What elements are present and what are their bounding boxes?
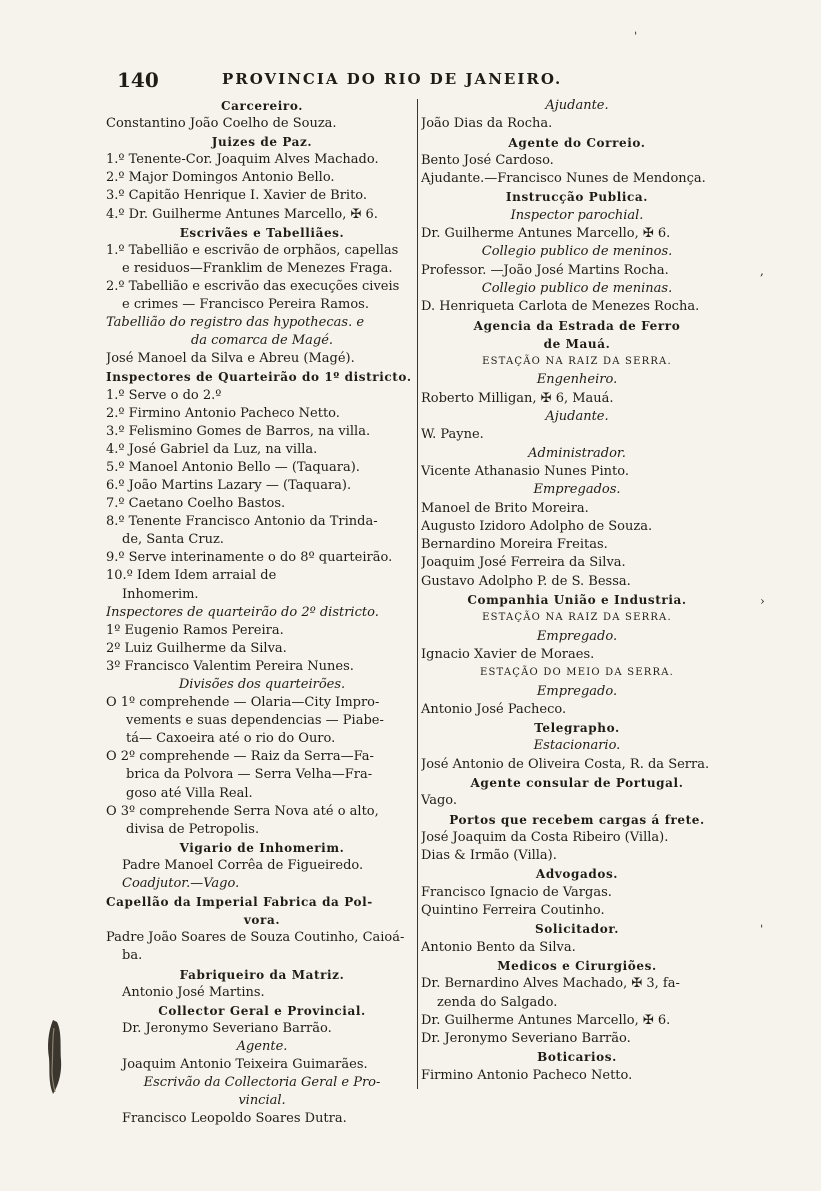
right-column-line: Dr. Guilherme Antunes Marcello, ✠ 6. — [421, 226, 671, 242]
right-column-line: Portos que recebem cargas á frete. — [449, 812, 705, 827]
right-column-line: Agente do Correio. — [508, 135, 646, 150]
thumb-mark — [44, 1018, 66, 1096]
left-column-line: 3.º Capitão Henrique I. Xavier de Brito. — [106, 188, 368, 204]
left-column-line: Agente. — [236, 1038, 288, 1054]
right-column-line: Empregado. — [536, 683, 618, 699]
right-column-line: Antonio Bento da Silva. — [421, 939, 576, 955]
left-column-line: Inhomerim. — [122, 586, 199, 602]
right-column-line: Solicitador. — [535, 922, 619, 937]
left-column-line: 1º Eugenio Ramos Pereira. — [106, 622, 284, 638]
left-column-line: 7.º Caetano Coelho Bastos. — [106, 496, 286, 512]
left-column-line: Juizes de Paz. — [211, 135, 313, 150]
left-column-line: 6.º João Martins Lazary — (Taquara). — [106, 477, 352, 493]
page-number: 140 — [117, 68, 159, 92]
left-column-line: 2.º Firmino Antonio Pacheco Netto. — [106, 405, 340, 421]
left-column-line: O 2º comprehende — Raiz da Serra—Fa- — [106, 749, 374, 765]
left-column-line: 4.º Dr. Guilherme Antunes Marcello, ✠ 6. — [106, 206, 378, 222]
right-column-line: Estacionario. — [533, 738, 621, 754]
right-column-line: José Joaquim da Costa Ribeiro (Villa). — [421, 829, 669, 845]
left-column-line: 1.º Tenente-Cor. Joaquim Alves Machado. — [106, 152, 379, 168]
right-column-line: Agente consular de Portugal. — [470, 775, 684, 790]
left-column — [106, 97, 418, 1128]
right-column-line: Dr. Jeronymo Severiano Barrão. — [421, 1031, 631, 1047]
right-column-line: Vicente Athanasio Nunes Pinto. — [421, 463, 629, 479]
left-column-line: Collector Geral e Provincial. — [158, 1003, 366, 1018]
left-column-line: Coadjutor.—Vago. — [122, 876, 240, 892]
left-column-line: Dr. Jeronymo Severiano Barrão. — [122, 1020, 332, 1036]
right-column-line: Collegio publico de meninos. — [481, 244, 673, 260]
margin-mark: ˌ — [760, 915, 764, 929]
left-column-line: 5.º Manoel Antonio Bello — (Taquara). — [106, 459, 360, 475]
right-column-line: José Antonio de Oliveira Costa, R. da Serra. — [421, 756, 710, 772]
left-column-line: divisa de Petropolis. — [126, 821, 260, 837]
left-column-line: Antonio José Martins. — [122, 984, 265, 1000]
right-column-line: Empregado. — [536, 628, 618, 644]
left-column-line: 4.º José Gabriel da Luz, na villa. — [106, 441, 318, 457]
right-column-line: Manoel de Brito Moreira. — [421, 500, 589, 516]
right-column-line: Joaquim José Ferreira da Silva. — [421, 555, 626, 571]
right-column-line: Advogados. — [535, 867, 619, 882]
running-head-title: PROVINCIA DO RIO DE JANEIRO. — [222, 70, 563, 88]
right-column-line: Professor. —João José Martins Rocha. — [421, 262, 669, 278]
right-column-line: Administrador. — [528, 445, 626, 461]
margin-mark: ˈ — [634, 30, 638, 44]
margin-mark: › — [760, 594, 765, 608]
left-column-line: vincial. — [238, 1093, 286, 1109]
left-column-line: Vigario de Inhomerim. — [179, 840, 345, 855]
left-column-line: goso até Villa Real. — [126, 785, 253, 801]
right-column-line: de Mauá. — [543, 336, 611, 351]
right-column-line: Bernardino Moreira Freitas. — [421, 537, 608, 553]
right-column-line: Dr. Bernardino Alves Machado, ✠ 3, fa- — [421, 976, 680, 992]
left-column-line: Francisco Leopoldo Soares Dutra. — [122, 1111, 347, 1127]
left-column-line: O 3º comprehende Serra Nova até o alto, — [106, 803, 379, 819]
right-column-line: Collegio publico de meninas. — [481, 280, 673, 296]
right-column-line: Agencia da Estrada de Ferro — [473, 318, 681, 333]
left-column-line: 2.º Tabellião e escrivão das execuções civeis — [106, 278, 400, 294]
right-column-line: Francisco Ignacio de Vargas. — [421, 884, 612, 900]
right-column-line: ESTAÇÃO DO MEIO DA SERRA. — [479, 667, 675, 679]
left-column-line: 3º Francisco Valentim Pereira Nunes. — [106, 658, 354, 674]
right-column-line: Augusto Izidoro Adolpho de Souza. — [421, 518, 653, 534]
right-column-line: Dr. Guilherme Antunes Marcello, ✠ 6. — [421, 1012, 671, 1028]
left-column-line: Divisões dos quarteirões. — [178, 677, 346, 692]
left-column-line: 3.º Felismino Gomes de Barros, na villa. — [106, 423, 371, 439]
right-column-line: Firmino Antonio Pacheco Netto. — [421, 1067, 633, 1083]
right-column-line: Vago. — [421, 793, 457, 809]
left-column-line: Padre João Soares de Souza Coutinho, Caioá- — [106, 930, 405, 946]
left-column-line: Constantino João Coelho de Souza. — [106, 116, 337, 132]
left-column-line: e crimes — Francisco Pereira Ramos. — [122, 297, 369, 313]
right-column-line: Engenheiro. — [536, 372, 618, 388]
right-column-line: Instrucção Publica. — [505, 190, 649, 205]
left-column-line: Inspectores de Quarteirão do 1º districto. — [106, 370, 412, 385]
left-column-line: Capellão da Imperial Fabrica da Pol- — [106, 895, 373, 910]
left-column-line: 9.º Serve interinamente o do 8º quarteirão. — [106, 550, 393, 566]
left-column-line: vora. — [243, 913, 281, 928]
left-column-line: brica da Polvora — Serra Velha—Fra- — [126, 767, 373, 783]
left-column-line: Tabellião do registro das hypothecas. e — [106, 315, 365, 331]
right-column-line: Ignacio Xavier de Moraes. — [421, 646, 595, 662]
right-column-line: Companhia União e Industria. — [467, 593, 687, 608]
right-column-line: Gustavo Adolpho P. de S. Bessa. — [421, 573, 631, 589]
right-column — [421, 97, 733, 1085]
left-column-line: e residuos—Franklim de Menezes Fraga. — [122, 260, 393, 276]
left-column-line: Escrivão da Collectoria Geral e Pro- — [143, 1075, 381, 1091]
left-column-line: Padre Manoel Corrêa de Figueiredo. — [122, 857, 364, 873]
right-column-line: Antonio José Pacheco. — [421, 701, 567, 717]
left-column-line: 10.º Idem Idem arraial de — [106, 568, 277, 584]
left-column-line: O 1º comprehende — Olaria—City Impro- — [106, 695, 380, 711]
right-column-line: Bento José Cardoso. — [421, 152, 554, 168]
margin-mark: , — [760, 264, 764, 278]
right-column-line: Medicos e Cirurgiões. — [497, 958, 657, 973]
left-column-line: ba. — [122, 948, 143, 964]
right-column-line: Dias & Irmão (Villa). — [421, 848, 557, 864]
right-column-line: Quintino Ferreira Coutinho. — [421, 903, 605, 919]
right-column-line: Roberto Milligan, ✠ 6, Mauá. — [421, 390, 614, 406]
left-column-line: José Manoel da Silva e Abreu (Magé). — [106, 351, 355, 367]
right-column-line: Inspector parochial. — [510, 207, 644, 223]
left-column-line: 1.º Tabellião e escrivão de orphãos, capellas — [106, 242, 399, 258]
left-column-line: 8.º Tenente Francisco Antonio da Trinda- — [106, 514, 378, 530]
left-column-line: da comarca de Magé. — [190, 333, 334, 349]
left-column-line: Fabriqueiro da Matriz. — [179, 967, 345, 982]
right-column-line: Ajudante. — [545, 98, 609, 113]
right-column-line: João Dias da Rocha. — [421, 116, 553, 132]
left-column-line: 2.º Major Domingos Antonio Bello. — [106, 170, 335, 186]
left-column-line: tá— Caxoeira até o rio do Ouro. — [126, 731, 336, 747]
left-column-line: 1.º Serve o do 2.º — [106, 387, 222, 403]
left-column-line: Joaquim Antonio Teixeira Guimarães. — [122, 1056, 368, 1072]
left-column-line: 2º Luiz Guilherme da Silva. — [106, 640, 287, 656]
left-column-line: de, Santa Cruz. — [122, 532, 224, 548]
right-column-line: zenda do Salgado. — [437, 994, 558, 1010]
column-divider — [417, 99, 418, 1089]
right-column-line: Boticarios. — [537, 1050, 617, 1065]
right-column-line: ESTAÇÃO NA RAIZ DA SERRA. — [482, 356, 672, 368]
right-column-line: ESTAÇÃO NA RAIZ DA SERRA. — [482, 612, 672, 624]
left-column-line: Escrivães e Tabelliães. — [179, 225, 345, 240]
right-column-line: D. Henriqueta Carlota de Menezes Rocha. — [421, 299, 700, 315]
left-column-line: Carcereiro. — [221, 99, 303, 113]
left-column-line: Inspectores de quarteirão do 2º districto. — [106, 604, 379, 620]
right-column-line: Ajudante. — [545, 409, 609, 425]
left-column-line: vements e suas dependencias — Piabe- — [126, 713, 384, 729]
right-column-line: Telegrapho. — [534, 721, 620, 736]
right-column-line: Ajudante.—Francisco Nunes de Mendonça. — [421, 171, 706, 187]
right-column-line: Empregados. — [533, 482, 621, 498]
right-column-line: W. Payne. — [421, 427, 484, 443]
